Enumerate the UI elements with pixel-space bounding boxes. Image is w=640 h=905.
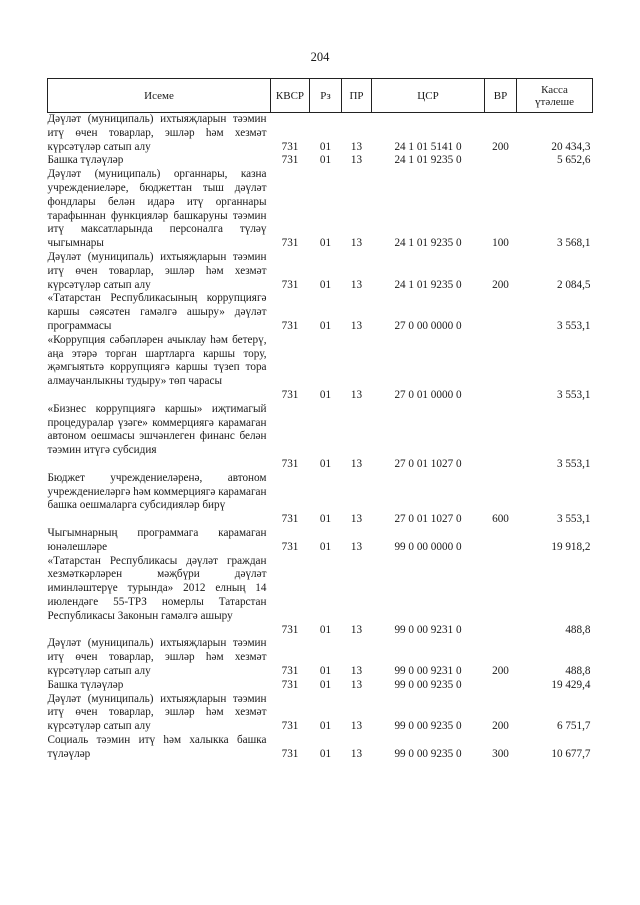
cell-vr bbox=[485, 292, 517, 333]
cell-vr bbox=[485, 403, 517, 472]
header-rz: Рз bbox=[310, 79, 342, 113]
table-row bbox=[48, 693, 593, 734]
table-row bbox=[48, 679, 593, 693]
cell-cash: 3 568,1 bbox=[556, 237, 591, 250]
cell-pr: 13 bbox=[350, 720, 363, 733]
cell-csr: 24 1 01 9235 0 bbox=[394, 237, 462, 250]
cell-cash: 19 918,2 bbox=[551, 540, 591, 553]
cell-kvsr: 731 bbox=[281, 319, 299, 332]
cell-rz: 01 bbox=[319, 388, 332, 401]
table-row bbox=[48, 555, 593, 638]
table-row bbox=[48, 334, 593, 403]
cell-name: Дәүләт (муниципаль) ихтыяҗларын тәэмин итү өчен товарлар, эшләр һәм хезмәт күрсәтүләр сатып алу bbox=[47, 637, 267, 677]
cell-rz: 01 bbox=[319, 457, 332, 470]
cell-csr: 27 0 00 0000 0 bbox=[394, 319, 462, 332]
cell-csr: 27 0 01 1027 0 bbox=[394, 513, 462, 526]
cell-pr: 13 bbox=[350, 540, 363, 553]
table-body bbox=[48, 113, 593, 762]
cell-cash: 6 751,7 bbox=[556, 720, 591, 733]
cell-rz: 01 bbox=[319, 747, 332, 760]
cell-cash: 488,8 bbox=[565, 623, 591, 636]
cell-csr: 99 0 00 9235 0 bbox=[394, 678, 462, 691]
cell-rz: 01 bbox=[319, 319, 332, 332]
cell-pr: 13 bbox=[350, 747, 363, 760]
cell-kvsr: 731 bbox=[281, 720, 299, 733]
table-row bbox=[48, 734, 593, 762]
table-row bbox=[48, 154, 593, 168]
cell-rz: 01 bbox=[319, 623, 332, 636]
cell-rz: 01 bbox=[319, 237, 332, 250]
cell-csr: 24 1 01 5141 0 bbox=[394, 140, 462, 153]
cell-rz: 01 bbox=[319, 513, 332, 526]
cell-rz: 01 bbox=[319, 720, 332, 733]
page-number: 204 bbox=[310, 50, 330, 64]
cell-rz: 01 bbox=[319, 678, 332, 691]
cell-name: «Татарстан Республикасы дәүләт граждан хезмәткәрләрен мәҗбүри дәүләт иминләштерүе турында» 2012 елның 14 июлендәге 55-ТРЗ номерлы Татарстан Республикасы Законын гамәлгә ашыру bbox=[47, 554, 267, 622]
cell-vr: 600 bbox=[492, 513, 509, 526]
cell-rz: 01 bbox=[319, 140, 332, 153]
cell-cash: 10 677,7 bbox=[551, 747, 591, 760]
cell-rz: 01 bbox=[319, 278, 332, 291]
cell-kvsr: 731 bbox=[281, 623, 299, 636]
header-csr: ЦСР bbox=[372, 79, 485, 113]
cell-name: «Коррупция сәбәпләрен ачыклау һәм бетерү, аңа этәрә торган шартларга каршы тору, җәмгыятьтә коррупциягә каршы түзеп тора алмаучанлыкны тудыру» төп чарасы bbox=[47, 333, 267, 388]
budget-table bbox=[47, 78, 593, 762]
cell-csr: 99 0 00 9231 0 bbox=[394, 623, 462, 636]
table-row bbox=[48, 472, 593, 527]
cell-name: Социаль тәэмин итү һәм халыкка башка түләүләр bbox=[47, 733, 267, 760]
header-cash: Касса үтәлеше bbox=[517, 79, 593, 113]
table-row bbox=[48, 292, 593, 333]
cell-cash: 3 553,1 bbox=[556, 513, 591, 526]
cell-cash: 3 553,1 bbox=[556, 388, 591, 401]
table-row bbox=[48, 637, 593, 678]
cell-cash: 19 429,4 bbox=[551, 678, 591, 691]
cell-csr: 99 0 00 0000 0 bbox=[394, 540, 462, 553]
table-row bbox=[48, 403, 593, 472]
cell-cash: 3 553,1 bbox=[556, 319, 591, 332]
header-kvsr: КВСР bbox=[271, 79, 310, 113]
cell-vr: 200 bbox=[492, 720, 509, 733]
table-row bbox=[48, 527, 593, 555]
cell-cash: 3 553,1 bbox=[556, 457, 591, 470]
cell-kvsr: 731 bbox=[281, 237, 299, 250]
cell-pr: 13 bbox=[350, 319, 363, 332]
table-row bbox=[48, 113, 593, 155]
cell-vr bbox=[485, 334, 517, 403]
cell-vr bbox=[485, 679, 517, 693]
cell-vr: 200 bbox=[492, 140, 509, 153]
cell-name: Дәүләт (муниципаль) ихтыяҗларын тәэмин итү өчен товарлар, эшләр һәм хезмәт күрсәтүләр сатып алу bbox=[47, 113, 267, 153]
header-name: Исеме bbox=[48, 79, 271, 113]
cell-name: Башка түләүләр bbox=[47, 678, 124, 691]
cell-csr: 99 0 00 9231 0 bbox=[394, 664, 462, 677]
cell-vr: 100 bbox=[492, 237, 509, 250]
cell-name: Чыгымнарның программага карамаган юнәлешләре bbox=[47, 526, 267, 553]
cell-vr bbox=[485, 154, 517, 168]
cell-cash: 20 434,3 bbox=[551, 140, 591, 153]
cell-vr bbox=[485, 527, 517, 555]
cell-kvsr: 731 bbox=[281, 513, 299, 526]
cell-pr: 13 bbox=[350, 154, 363, 167]
cell-csr: 99 0 00 9235 0 bbox=[394, 720, 462, 733]
cell-pr: 13 bbox=[350, 457, 363, 470]
table-row bbox=[48, 168, 593, 251]
cell-kvsr: 731 bbox=[281, 664, 299, 677]
cell-name: Бюджет учреждениеләренә, автоном учреждениеләргә һәм коммерциягә карамаган башка оешмаларга субсидияләр бирү bbox=[47, 471, 267, 512]
cell-csr: 24 1 01 9235 0 bbox=[394, 278, 462, 291]
cell-csr: 24 1 01 9235 0 bbox=[394, 154, 462, 167]
table-header-row bbox=[48, 79, 593, 113]
cell-name: «Татарстан Республикасының коррупциягә каршы сәясәтен гамәлгә ашыру» дәүләт программасы bbox=[47, 292, 267, 332]
cell-name: Дәүләт (муниципаль) ихтыяҗларын тәэмин итү өчен товарлар, эшләр һәм хезмәт күрсәтүләр сатып алу bbox=[47, 692, 267, 733]
cell-csr: 27 0 01 1027 0 bbox=[394, 457, 462, 470]
cell-kvsr: 731 bbox=[281, 154, 299, 167]
cell-pr: 13 bbox=[350, 623, 363, 636]
cell-rz: 01 bbox=[319, 664, 332, 677]
cell-kvsr: 731 bbox=[281, 388, 299, 401]
cell-csr: 27 0 01 0000 0 bbox=[394, 388, 462, 401]
cell-kvsr: 731 bbox=[281, 140, 299, 153]
cell-cash: 488,8 bbox=[565, 664, 591, 677]
cell-kvsr: 731 bbox=[281, 457, 299, 470]
cell-pr: 13 bbox=[350, 664, 363, 677]
cell-vr: 200 bbox=[492, 278, 509, 291]
cell-pr: 13 bbox=[350, 278, 363, 291]
table-row bbox=[48, 251, 593, 292]
header-vr: ВР bbox=[485, 79, 517, 113]
cell-name: «Бизнес коррупциягә каршы» иҗтимагый процедуралар үзәге» коммерциягә карамаган автоном оешмасы эшчәнлеген финанс белән тәэмин итүгә субсидия bbox=[47, 402, 267, 457]
cell-csr: 99 0 00 9235 0 bbox=[394, 747, 462, 760]
cell-kvsr: 731 bbox=[281, 747, 299, 760]
cell-cash: 5 652,6 bbox=[556, 154, 591, 167]
cell-name: Башка түләүләр bbox=[47, 154, 124, 167]
cell-pr: 13 bbox=[350, 513, 363, 526]
cell-rz: 01 bbox=[319, 540, 332, 553]
cell-vr: 300 bbox=[492, 747, 509, 760]
cell-kvsr: 731 bbox=[281, 278, 299, 291]
cell-kvsr: 731 bbox=[281, 678, 299, 691]
header-pr: ПР bbox=[342, 79, 372, 113]
cell-vr bbox=[485, 555, 517, 638]
cell-vr: 200 bbox=[492, 664, 509, 677]
cell-cash: 2 084,5 bbox=[556, 278, 591, 291]
cell-pr: 13 bbox=[350, 388, 363, 401]
cell-pr: 13 bbox=[350, 678, 363, 691]
cell-pr: 13 bbox=[350, 237, 363, 250]
cell-name: Дәүләт (муниципаль) ихтыяҗларын тәэмин итү өчен товарлар, эшләр һәм хезмәт күрсәтүләр сатып алу bbox=[47, 250, 267, 291]
cell-kvsr: 731 bbox=[281, 540, 299, 553]
cell-pr: 13 bbox=[350, 140, 363, 153]
cell-rz: 01 bbox=[319, 154, 332, 167]
cell-name: Дәүләт (муниципаль) органнары, казна учреждениеләре, бюджеттан тыш дәүләт фондлары белән идарә итү органнары тарафыннан функцияләр башкаруны тәэмин итү максатларында персоналга түләү чыгымнары bbox=[47, 168, 267, 250]
